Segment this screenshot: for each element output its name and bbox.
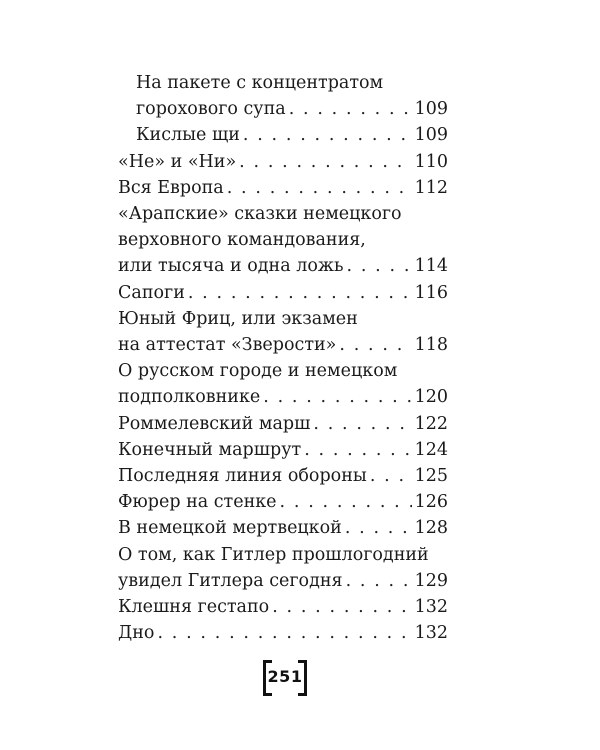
toc-entry bbox=[118, 201, 448, 280]
dot-leader bbox=[263, 384, 411, 410]
toc-entry-title: Кислые щи bbox=[136, 125, 240, 146]
toc-entry-page: 128 bbox=[414, 518, 448, 539]
dot-leader bbox=[188, 280, 412, 306]
toc-entry-line bbox=[118, 437, 448, 463]
toc-entry-page: 109 bbox=[414, 99, 448, 120]
toc-entry bbox=[118, 594, 448, 620]
toc-entry-line bbox=[118, 463, 448, 489]
toc-entry-page: 129 bbox=[414, 570, 448, 591]
toc-entry-line bbox=[118, 332, 448, 358]
toc-entry-title: горохового супа bbox=[136, 99, 286, 120]
toc-entry-page: 125 bbox=[414, 466, 448, 487]
dot-leader bbox=[339, 332, 411, 358]
toc-entry bbox=[118, 542, 448, 594]
toc-entry-title-line: Юный Фриц, или экзамен bbox=[118, 308, 358, 329]
toc-entry-line bbox=[118, 515, 448, 541]
toc-entry-line bbox=[118, 489, 448, 515]
toc-entry-title: Последняя линия обороны bbox=[118, 466, 367, 487]
toc-entry bbox=[118, 489, 448, 515]
toc-entry-line bbox=[118, 253, 448, 279]
toc-entry-title: Фюрер на стенке bbox=[118, 492, 277, 513]
dot-leader bbox=[347, 253, 412, 279]
toc-entry-title-line: «Арапские» сказки немецкого bbox=[118, 204, 402, 225]
toc-entry bbox=[118, 437, 448, 463]
toc-entry-page: 109 bbox=[414, 125, 448, 146]
toc-entry-title: Клешня гестапо bbox=[118, 597, 270, 618]
toc-entry-page: 132 bbox=[414, 597, 448, 618]
toc-entry bbox=[118, 358, 448, 410]
toc-entry-line bbox=[118, 594, 448, 620]
dot-leader bbox=[243, 122, 412, 148]
left-bracket-icon bbox=[263, 660, 272, 696]
toc-entry bbox=[118, 122, 448, 148]
dot-leader bbox=[345, 515, 412, 541]
toc-entry-title: или тысяча и одна ложь bbox=[118, 256, 344, 277]
toc-entry-line bbox=[136, 122, 448, 148]
toc-entry bbox=[118, 411, 448, 437]
toc-entry-title-line: На пакете с концентратом bbox=[136, 73, 384, 93]
dot-leader bbox=[239, 149, 411, 175]
toc-entry-line bbox=[118, 175, 448, 201]
dot-leader bbox=[346, 568, 412, 594]
toc-entry bbox=[118, 620, 448, 646]
toc-entry-title: В немецкой мертвецкой bbox=[118, 518, 342, 539]
toc-entry-title: увидел Гитлера сегодня bbox=[118, 570, 343, 591]
toc-entry bbox=[118, 515, 448, 541]
toc-entry-page: 110 bbox=[414, 151, 448, 172]
toc-entry-line bbox=[136, 96, 448, 122]
table-of-contents bbox=[118, 70, 448, 646]
toc-entry bbox=[118, 463, 448, 489]
toc-entry-line bbox=[118, 568, 448, 594]
toc-entry-page: 132 bbox=[414, 623, 448, 644]
toc-entry-line bbox=[118, 620, 448, 646]
toc-entry-page: 114 bbox=[414, 256, 448, 277]
toc-entry-title-line: О том, как Гитлер прошлогодний bbox=[118, 544, 429, 565]
dot-leader bbox=[289, 96, 412, 122]
toc-entry-page: 126 bbox=[414, 492, 448, 513]
toc-entry-title: Дно bbox=[118, 623, 155, 644]
dot-leader bbox=[227, 175, 412, 201]
dot-leader bbox=[272, 594, 411, 620]
toc-entry-line bbox=[118, 411, 448, 437]
toc-entry bbox=[118, 70, 448, 122]
right-bracket-icon bbox=[298, 660, 307, 696]
toc-entry-title-line: О русском городе и немецком bbox=[118, 361, 398, 382]
toc-entry-page: 122 bbox=[414, 413, 448, 434]
toc-entry-title: Сапоги bbox=[118, 282, 185, 303]
toc-entry-line bbox=[118, 149, 448, 175]
dot-leader bbox=[157, 620, 411, 646]
toc-entry-page: 120 bbox=[414, 387, 448, 408]
toc-entry-page: 118 bbox=[414, 335, 448, 356]
dot-leader bbox=[370, 463, 412, 489]
dot-leader bbox=[280, 489, 412, 515]
dot-leader bbox=[304, 437, 411, 463]
toc-entry bbox=[118, 175, 448, 201]
toc-entry-title: Роммелевский марш bbox=[118, 413, 311, 434]
page-number-badge bbox=[263, 660, 307, 692]
toc-entry bbox=[118, 149, 448, 175]
toc-entry-line bbox=[118, 384, 448, 410]
toc-entry-title: Конечный маршрут bbox=[118, 439, 302, 460]
toc-entry-page: 116 bbox=[414, 282, 448, 303]
toc-entry-title: «Не» и «Ни» bbox=[118, 151, 237, 172]
dot-leader bbox=[313, 411, 411, 437]
page-number: 251 bbox=[267, 666, 303, 686]
toc-entry-line bbox=[118, 280, 448, 306]
toc-entry-title-line: верховного командования, bbox=[118, 230, 366, 251]
toc-entry-title: на аттестат «Зверости» bbox=[118, 335, 337, 356]
toc-entry-page: 112 bbox=[414, 177, 448, 198]
toc-entry-title: Вся Европа bbox=[118, 177, 224, 198]
toc-entry bbox=[118, 306, 448, 358]
toc-entry-page: 124 bbox=[414, 439, 448, 460]
toc-entry-title: подполковнике bbox=[118, 387, 261, 408]
toc-entry bbox=[118, 280, 448, 306]
